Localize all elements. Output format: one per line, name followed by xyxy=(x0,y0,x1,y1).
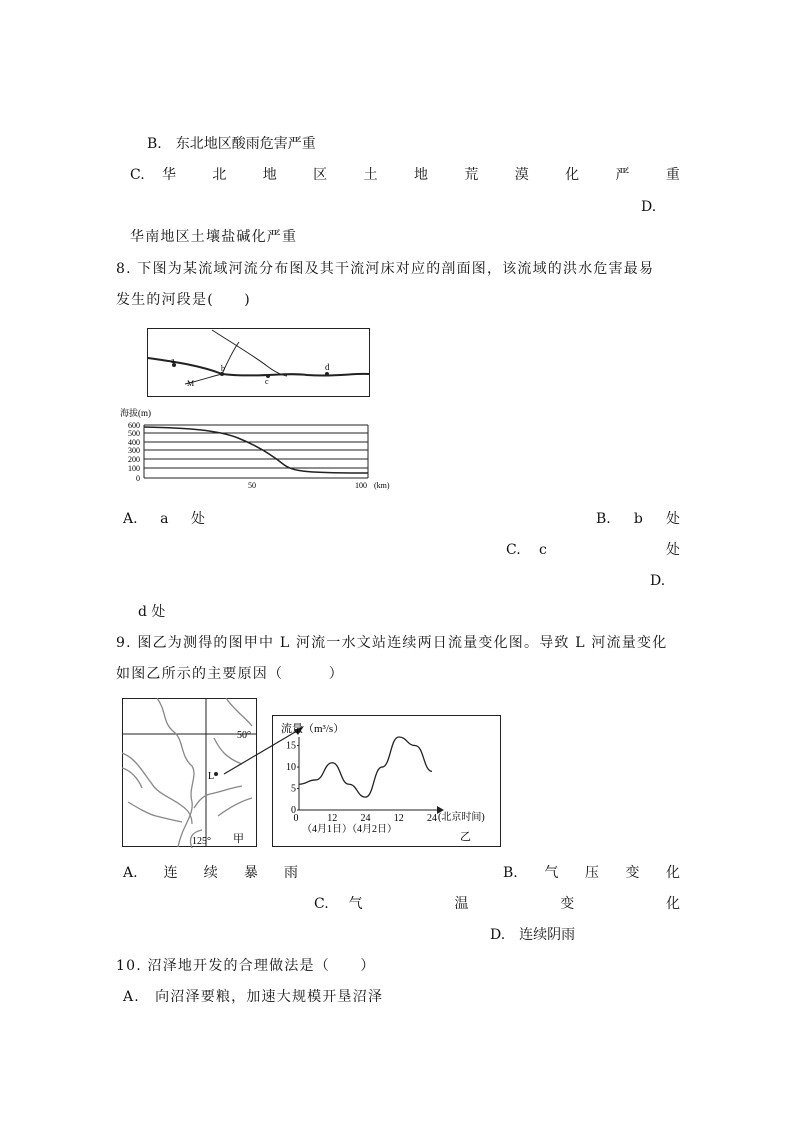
map-label-d: d xyxy=(325,362,330,372)
map-label-m: M xyxy=(187,379,195,388)
q8-stem-line2: 发生的河段是( ) xyxy=(116,292,251,308)
q7-option-b: B. 东北地区酸雨危害严重 xyxy=(147,136,316,152)
chart-caption-yi: 乙 xyxy=(460,831,471,843)
q8-option-d-label: D. xyxy=(650,573,666,589)
chart-xtick: 24 xyxy=(360,813,371,824)
q10-stem: 10. 沼泽地开发的合理做法是（ ） xyxy=(116,958,376,974)
q7-option-c-char: 北 xyxy=(212,167,227,183)
q8-option-b-suffix: 处 xyxy=(666,511,680,527)
q8-option-b-label: B. xyxy=(596,511,611,527)
q7-option-c-char: 区 xyxy=(313,167,328,183)
q8-option-a-text: a xyxy=(160,511,169,527)
q8-option-c-text: c xyxy=(539,542,547,558)
q7-option-c-label: C. xyxy=(130,167,145,183)
q8-option-b xyxy=(596,510,680,528)
chart-ytick: 5 xyxy=(291,783,296,795)
q7-option-c-char: 重 xyxy=(665,167,680,183)
map-lat-label: 50° xyxy=(237,730,251,741)
q8-option-c-suffix: 处 xyxy=(666,542,680,558)
q8-option-d-text: d 处 xyxy=(138,604,166,620)
q9-option-d: D. 连续阴雨 xyxy=(490,927,576,943)
map-caption-jia: 甲 xyxy=(233,833,244,845)
profile-ytick: 0 xyxy=(136,474,140,483)
q9-option-b-char: 气 xyxy=(544,865,559,881)
q9-option-c-char: 温 xyxy=(454,896,469,912)
q8-option-a xyxy=(123,510,205,528)
q8-option-c-label: C. xyxy=(506,542,521,558)
q9-option-b-char: 变 xyxy=(625,865,640,881)
q8-stem-line1: 8. 下图为某流域河流分布图及其干流河床对应的剖面图，该流域的洪水危害最易 xyxy=(116,261,655,277)
q9-stem-line2: 如图乙所示的主要原因（ ） xyxy=(116,666,344,682)
profile-ytick: 300 xyxy=(128,446,140,455)
chart-xtick: 24 xyxy=(427,813,437,824)
q7-option-c-char: 化 xyxy=(565,167,580,183)
q7-option-c-char: 地 xyxy=(262,167,277,183)
profile-ytick: 500 xyxy=(128,429,140,438)
q9-option-a-char: 暴 xyxy=(243,865,258,881)
chart-xtick: 12 xyxy=(327,813,338,824)
q9-option-a-label: A. xyxy=(123,865,138,881)
q7-option-d-text: 华南地区土壤盐碱化严重 xyxy=(130,229,298,245)
chart-ytick: 15 xyxy=(286,740,296,752)
profile-ytick: 200 xyxy=(128,455,140,464)
profile-xtick: 50 xyxy=(248,481,256,490)
profile-ytick: 400 xyxy=(128,438,140,447)
q9-option-a-char: 连 xyxy=(163,865,178,881)
map-label-a: a xyxy=(171,356,175,365)
q8-option-a-label: A. xyxy=(123,511,138,527)
q7-option-c-char: 地 xyxy=(413,167,428,183)
q9-option-c-char: 变 xyxy=(560,896,575,912)
q7-option-c-char: 漠 xyxy=(514,167,529,183)
q9-option-a-char: 续 xyxy=(203,865,218,881)
map-label-b: b xyxy=(221,364,225,373)
chart-ytick: 0 xyxy=(291,805,296,816)
chart-xtick: 12 xyxy=(393,813,404,824)
profile-xunit: (km) xyxy=(374,481,390,490)
q7-option-c-char: 荒 xyxy=(464,167,479,183)
chart-xlabel: (北京时间) xyxy=(438,812,485,823)
q9-option-c xyxy=(314,895,680,913)
map-label-c: c xyxy=(265,377,269,386)
q10-option-a: A. 向沼泽要粮，加速大规模开垦沼泽 xyxy=(123,989,384,1005)
q7-option-d-label: D. xyxy=(641,199,657,215)
q9-option-b-char: 化 xyxy=(666,865,680,881)
q7-option-c-char: 华 xyxy=(162,167,176,183)
q9-option-a-char: 雨 xyxy=(284,865,298,881)
q9-option-b-char: 压 xyxy=(584,865,599,881)
q7-option-c-char: 严 xyxy=(615,167,630,183)
q7-option-c-text xyxy=(162,166,680,184)
q8-elevation-profile xyxy=(118,406,400,490)
q9-chart-yi xyxy=(272,715,502,848)
profile-xtick: 100 xyxy=(355,481,367,490)
profile-ytick: 100 xyxy=(128,464,140,473)
q9-option-a xyxy=(123,864,298,882)
q9-option-b-label: B. xyxy=(503,865,518,881)
q9-option-c-label: C. xyxy=(314,896,329,912)
chart-ytick: 10 xyxy=(286,762,296,774)
svg-text:0: 0 xyxy=(293,813,299,824)
map-point-l: L xyxy=(208,771,215,782)
q9-option-c-char: 气 xyxy=(348,896,363,912)
q8-option-b-text: b xyxy=(633,511,643,527)
profile-ytick: 600 xyxy=(128,421,140,430)
flow-line xyxy=(299,737,432,797)
chart-days: （4月1日）（4月2日） xyxy=(302,824,397,835)
map-lon-label: 125° xyxy=(192,836,211,847)
chart-ylabel: 流量（m³/s） xyxy=(281,723,345,735)
q8-river-map xyxy=(147,328,371,398)
q9-option-b xyxy=(503,864,680,882)
q9-stem-line1: 9. 图乙为测得的图甲中 L 河流一水文站连续两日流量变化图。导致 L 河流量变化 xyxy=(116,635,668,651)
q7-option-c-char: 土 xyxy=(363,167,378,183)
q8-option-a-suffix: 处 xyxy=(190,511,205,527)
profile-ylabel: 海拔(m) xyxy=(120,408,151,418)
q9-option-c-char: 化 xyxy=(665,896,680,912)
